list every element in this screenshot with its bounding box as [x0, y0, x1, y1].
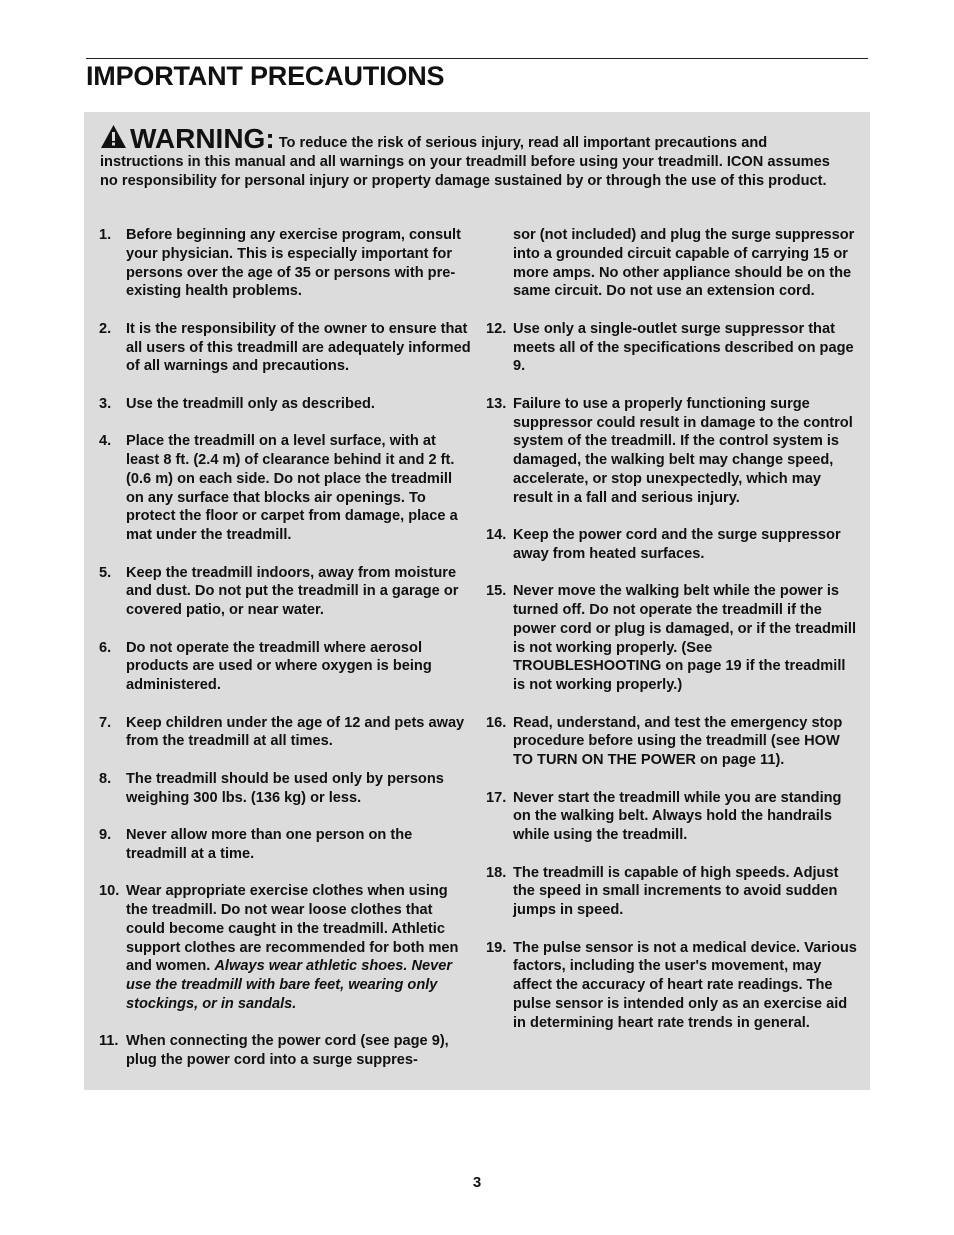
top-rule	[86, 58, 868, 59]
item-text: Use only a single-outlet surge suppressor that meets all of the specifications described on page 9.	[513, 320, 854, 375]
list-item	[99, 320, 471, 376]
item-number: 16.	[486, 714, 507, 731]
list-item	[486, 395, 858, 508]
item-number: 19.	[486, 939, 507, 956]
item-number: 14.	[486, 527, 507, 543]
list-item	[99, 395, 471, 414]
item-text: Keep the treadmill indoors, away from moisture and dust. Do not put the treadmill in a garage or covered patio, or near water.	[126, 564, 459, 618]
item-number: 18.	[486, 864, 507, 881]
list-item	[486, 714, 858, 770]
item-number: 17.	[486, 789, 507, 806]
page-title: IMPORTANT PRECAUTIONS	[86, 61, 445, 91]
item-number: 11.	[99, 1033, 119, 1050]
item-text: When connecting the power cord (see page 9), plug the power cord into a surge suppres-	[126, 1033, 449, 1068]
item-number: 6.	[99, 639, 112, 656]
list-item-continuation	[486, 226, 858, 301]
item-number: 12.	[486, 320, 507, 337]
item-text: sor (not included) and plug the surge suppressor into a grounded circuit capable of carrying 15 or more amps. No other appliance should be on the same circuit. Do not use an extension cord.	[513, 227, 855, 300]
item-number: 2.	[99, 320, 112, 337]
item-number: 4.	[99, 433, 112, 450]
item-number: 15.	[486, 583, 507, 600]
item-text: Never start the treadmill while you are standing on the walking belt. Always hold the handrails while using the treadmill.	[513, 789, 842, 843]
item-number: 7.	[99, 714, 112, 731]
warning-text: To reduce the risk of serious injury, read all important precautions and instructions in this manual and all warnings on your treadmill before using your treadmill. ICON assumes no responsibility for personal injury or property damage sustained by or through the use of this product.	[100, 135, 830, 189]
item-text: The treadmill is capable of high speeds. Adjust the speed in small increments to avoid sudden jumps in speed.	[513, 864, 839, 918]
item-text: Never move the walking belt while the power is turned off. Do not operate the treadmill if the power cord or plug is damaged, or if the treadmill is not working properly. (See TROUBLESHOOTING on page 19 if the treadmill is not working properly.)	[513, 583, 857, 693]
list-item	[486, 582, 858, 695]
item-text: Failure to use a properly functioning surge suppressor could result in damage to the control system of the treadmill. If the control system is damaged, the walking belt may change speed, accelerate, or stop unexpectedly, which may result in a fall and serious injury.	[513, 395, 853, 506]
item-text: The treadmill should be used only by persons weighing 300 lbs. (136 kg) or less.	[126, 770, 444, 806]
list-item	[486, 320, 858, 376]
item-number: 13.	[486, 395, 507, 412]
item-number: 10.	[99, 883, 120, 900]
warning-block	[100, 124, 838, 191]
item-number: 1.	[99, 227, 112, 243]
item-text: Do not operate the treadmill where aerosol products are used or where oxygen is being administered.	[126, 639, 432, 693]
warning-heading: WARNING:	[130, 123, 275, 154]
item-number: 8.	[99, 770, 112, 787]
list-item	[99, 432, 471, 545]
item-text: Before beginning any exercise program, consult your physician. This is especially important for persons over the age of 35 or persons with pre-existing health problems.	[126, 227, 461, 300]
list-item	[486, 939, 858, 1033]
item-text: It is the responsibility of the owner to ensure that all users of this treadmill are adequately informed of all warnings and precautions.	[126, 320, 471, 375]
warning-triangle-icon	[100, 124, 127, 149]
list-item	[99, 564, 471, 620]
list-item	[99, 226, 471, 301]
item-text: Use the treadmill only as described.	[126, 395, 375, 412]
right-column	[486, 226, 858, 1051]
item-text: Never allow more than one person on the treadmill at a time.	[126, 827, 413, 862]
item-number: 5.	[99, 564, 112, 581]
item-text: The pulse sensor is not a medical device. Various factors, including the user's movement, may affect the accuracy of heart rate readings. The pulse sensor is intended only as an exercise aid in determining heart rate trends in general.	[513, 939, 857, 1031]
left-column	[99, 226, 471, 1089]
list-item	[99, 714, 471, 752]
item-text: Keep children under the age of 12 and pets away from the treadmill at all times.	[126, 714, 465, 750]
item-text: Wear appropriate exercise clothes when using the treadmill. Do not wear loose clothes that could become caught in the treadmill. Athletic support clothes are recommended for both men and women.	[126, 883, 459, 975]
item-text: Read, understand, and test the emergency stop procedure before using the treadmill (see HOW TO TURN ON THE POWER on page 11).	[513, 714, 843, 768]
item-number: 3.	[99, 395, 112, 412]
list-item	[99, 1032, 471, 1070]
list-item	[99, 826, 471, 864]
item-number: 9.	[99, 827, 112, 843]
list-item	[99, 770, 471, 808]
item-text: Keep the power cord and the surge suppressor away from heated surfaces.	[513, 527, 841, 562]
precautions-panel	[84, 112, 870, 1090]
item-text: Place the treadmill on a level surface, with at least 8 ft. (2.4 m) of clearance behind it and 2 ft. (0.6 m) on each side. Do not place the treadmill on any surface that blocks air openings. To protect the floor or carpet from damage, place a mat under the treadmill.	[126, 433, 458, 543]
list-item	[99, 639, 471, 695]
list-item	[486, 526, 858, 564]
page-number: 3	[472, 1174, 482, 1191]
item-text-emphasis: Always wear athletic shoes. Never use the treadmill with bare feet, wearing only stockings, or in sandals.	[126, 958, 453, 1012]
list-item	[99, 882, 471, 1013]
list-item	[486, 864, 858, 920]
list-item	[486, 789, 858, 845]
